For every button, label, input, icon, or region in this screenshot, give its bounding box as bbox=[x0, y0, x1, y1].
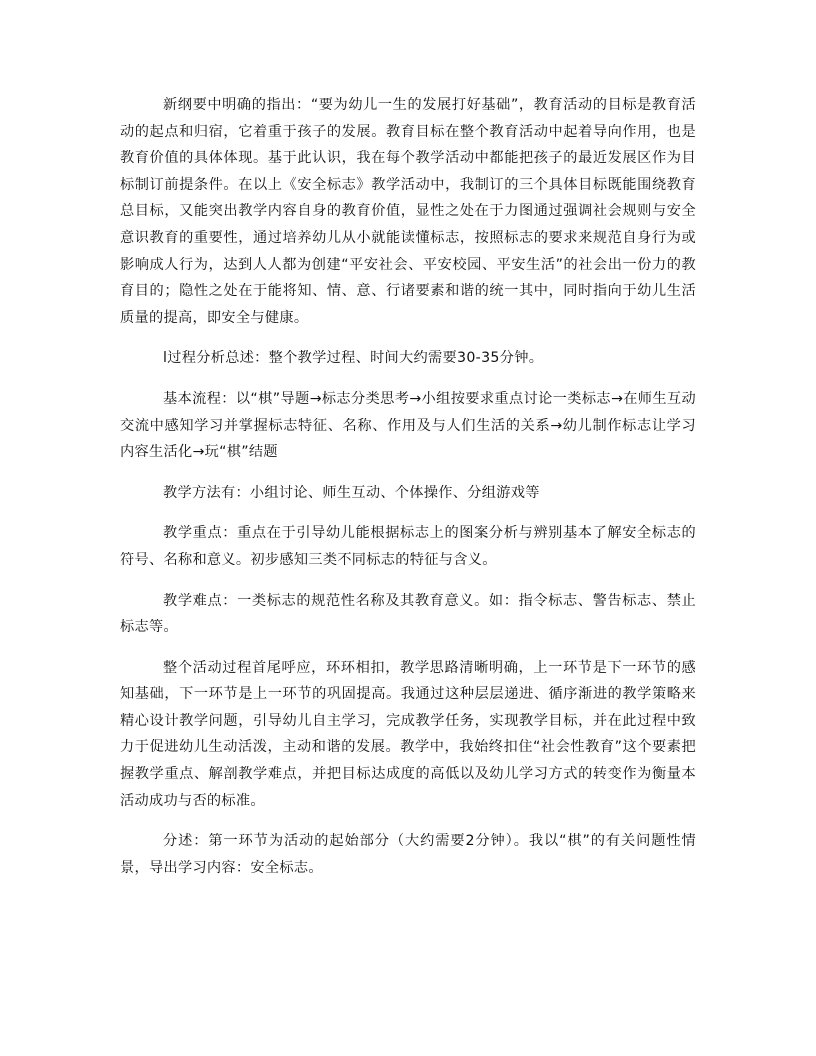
paragraph-basic-flow: 基本流程：以“棋”导题→标志分类思考→小组按要求重点讨论一类标志→在师生互动交流中感知学习并掌握标志特征、名称、作用及与人们生活的关系→幼儿制作标志让学习内容生活化→玩“棋”结题 bbox=[120, 390, 696, 461]
paragraph-goals: 新纲要中明确的指出：“要为幼儿一生的发展打好基础”，教育活动的目标是教育活动的起点和归宿，它着重于孩子的发展。教育目标在整个教育活动中起着导向作用，也是教育价值的具体体现。基于此认识，我在每个教学活动中都能把孩子的最近发展区作为目标制订前提条件。在以上《安全标志》教学活动中，我制订的三个具体目标既能围绕教育总目标，又能突出教学内容自身的教育价值，显性之处在于力图通过强调社会规则与安全意识教育的重要性，通过培养幼儿从小就能读懂标志，按照标志的要求来规范自身行为或影响成人行为，达到人人都为创建“平安社会、平安校园、平安生活”的社会出一份力的教育目的；隐性之处在于能将知、情、意、行诸要素和谐的统一其中，同时指向于幼儿生活质量的提高，即安全与健康。 bbox=[120, 97, 696, 326]
paragraph-first-stage: 分述：第一环节为活动的起始部分（大约需要2分钟）。我以“棋”的有关问题性情景，导出学习内容：安全标志。 bbox=[120, 833, 696, 876]
paragraph-difficulties: 教学难点：一类标志的规范性名称及其教育意义。如：指令标志、警告标志、禁止标志等。 bbox=[120, 592, 696, 636]
paragraph-process-overview: l过程分析总述：整个教学过程、时间大约需要30-35分钟。 bbox=[163, 350, 544, 367]
paragraph-teaching-methods: 教学方法有：小组讨论、师生互动、个体操作、分组游戏等 bbox=[163, 484, 540, 501]
paragraph-key-points: 教学重点：重点在于引导幼儿能根据标志上的图案分析与辨别基本了解安全标志的符号、名称和意义。初步感知三类不同标志的特征与含义。 bbox=[120, 525, 696, 568]
paragraph-overall-design: 整个活动过程首尾呼应，环环相扣，教学思路清晰明确，上一环节是下一环节的感知基础，下一环节是上一环节的巩固提高。我通过这种层层递进、循序渐进的教学策略来精心设计教学问题，引导幼儿自主学习，完成教学任务，实现教学目标，并在此过程中致力于促进幼儿生动活泼，主动和谐的发展。教学中，我始终扣住“社会性教育”这个要素把握教学重点、解剖教学难点，并把目标达成度的高低以及幼儿学习方式的转变作为衡量本活动成功与否的标准。 bbox=[120, 659, 696, 809]
document-body bbox=[120, 92, 696, 895]
